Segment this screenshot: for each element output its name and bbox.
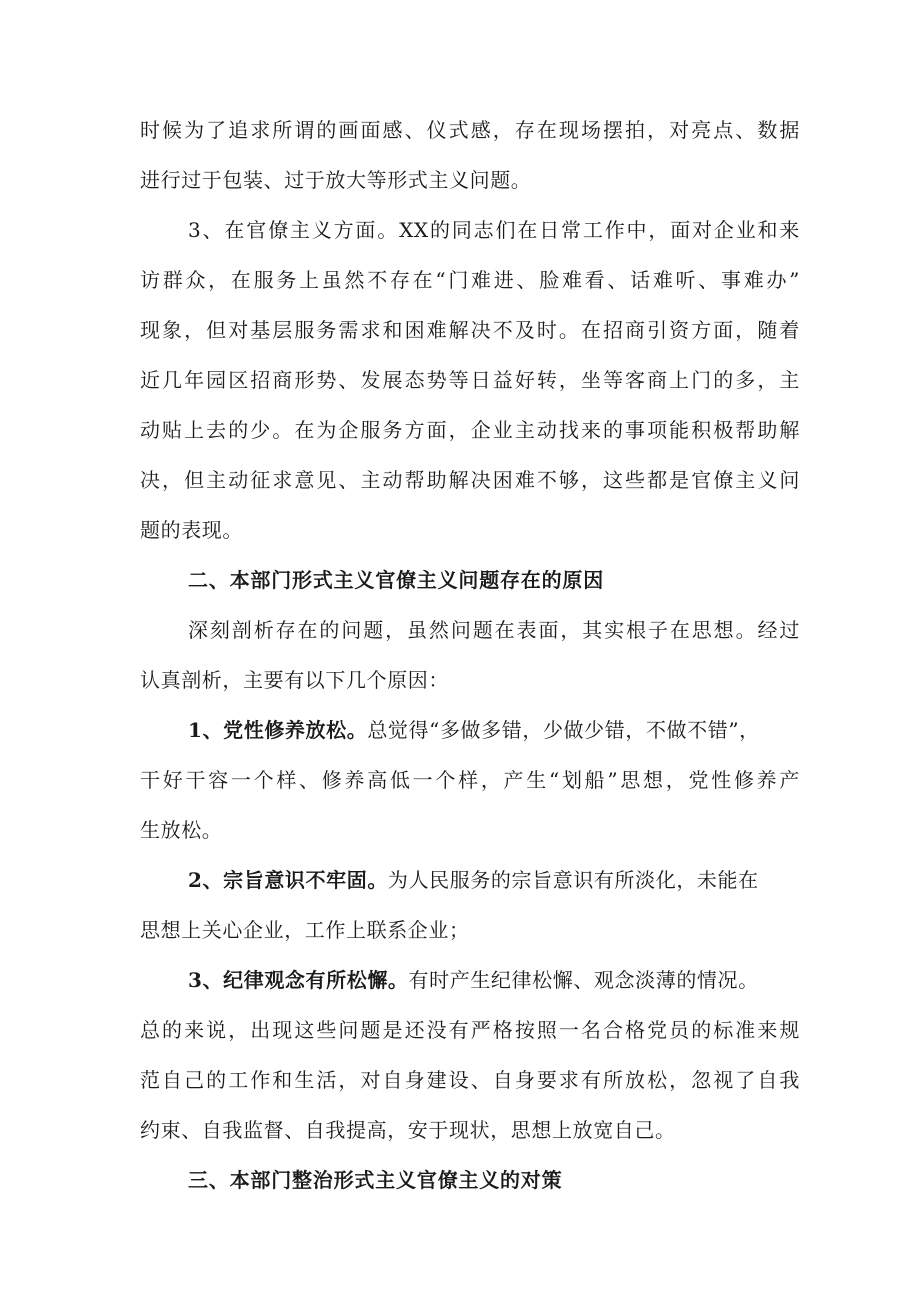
paragraph-line: 认真剖析，主要有以下几个原因： xyxy=(140,668,449,692)
reason-title: 1、党性修养放松。 xyxy=(188,718,368,742)
paragraph-line: 3、在官僚主义方面。XX的同志们在日常工作中，面对企业和来 xyxy=(188,218,800,242)
paragraph-line: 决，但主动征求意见、主动帮助解决困难不够，这些都是官僚主义问 xyxy=(140,468,800,492)
paragraph-line: 进行过于包装、过于放大等形式主义问题。 xyxy=(140,168,532,192)
paragraph-line: 生放松。 xyxy=(140,818,223,842)
paragraph-line xyxy=(188,966,800,994)
paragraph-line: 近几年园区招商形势、发展态势等日益好转，坐等客商上门的多，主 xyxy=(140,368,800,392)
paragraph-line xyxy=(188,716,800,744)
paragraph-line: 范自己的工作和生活，对自身建设、自身要求有所放松，忽视了自我 xyxy=(140,1068,800,1092)
paragraph-line: 干好干容一个样、修养高低一个样，产生“划船”思想，党性修养产 xyxy=(140,768,800,792)
paragraph-line: 时候为了追求所谓的画面感、仪式感，存在现场摆拍，对亮点、数据 xyxy=(140,118,800,142)
reason-text: 为人民服务的宗旨意识有所淡化，未能在 xyxy=(387,868,759,892)
reason-title: 3、纪律观念有所松懈。 xyxy=(188,968,409,992)
reason-text: 总觉得“多做多错，少做少错，不做不错”， xyxy=(367,718,760,742)
paragraph-line: 深刻剖析存在的问题，虽然问题在表面，其实根子在思想。经过 xyxy=(188,618,800,642)
paragraph-line: 动贴上去的少。在为企服务方面，企业主动找来的事项能积极帮助解 xyxy=(140,418,800,442)
paragraph-line: 现象，但对基层服务需求和困难解决不及时。在招商引资方面，随着 xyxy=(140,318,800,342)
paragraph-line: 总的来说，出现这些问题是还没有严格按照一名合格党员的标准来规 xyxy=(140,1018,800,1042)
section-heading: 二、本部门形式主义官僚主义问题存在的原因 xyxy=(188,568,604,592)
paragraph-line xyxy=(188,866,800,894)
reason-title: 2、宗旨意识不牢固。 xyxy=(188,868,388,892)
paragraph-line: 题的表现。 xyxy=(140,518,243,542)
section-heading: 三、本部门整治形式主义官僚主义的对策 xyxy=(188,1168,563,1192)
paragraph-line: 思想上关心企业，工作上联系企业； xyxy=(140,918,470,942)
reason-text: 有时产生纪律松懈、观念淡薄的情况。 xyxy=(408,968,759,992)
paragraph-line: 访群众，在服务上虽然不存在“门难进、脸难看、话难听、事难办” xyxy=(140,268,800,292)
paragraph-line: 约束、自我监督、自我提高，安于现状，思想上放宽自己。 xyxy=(140,1118,676,1142)
